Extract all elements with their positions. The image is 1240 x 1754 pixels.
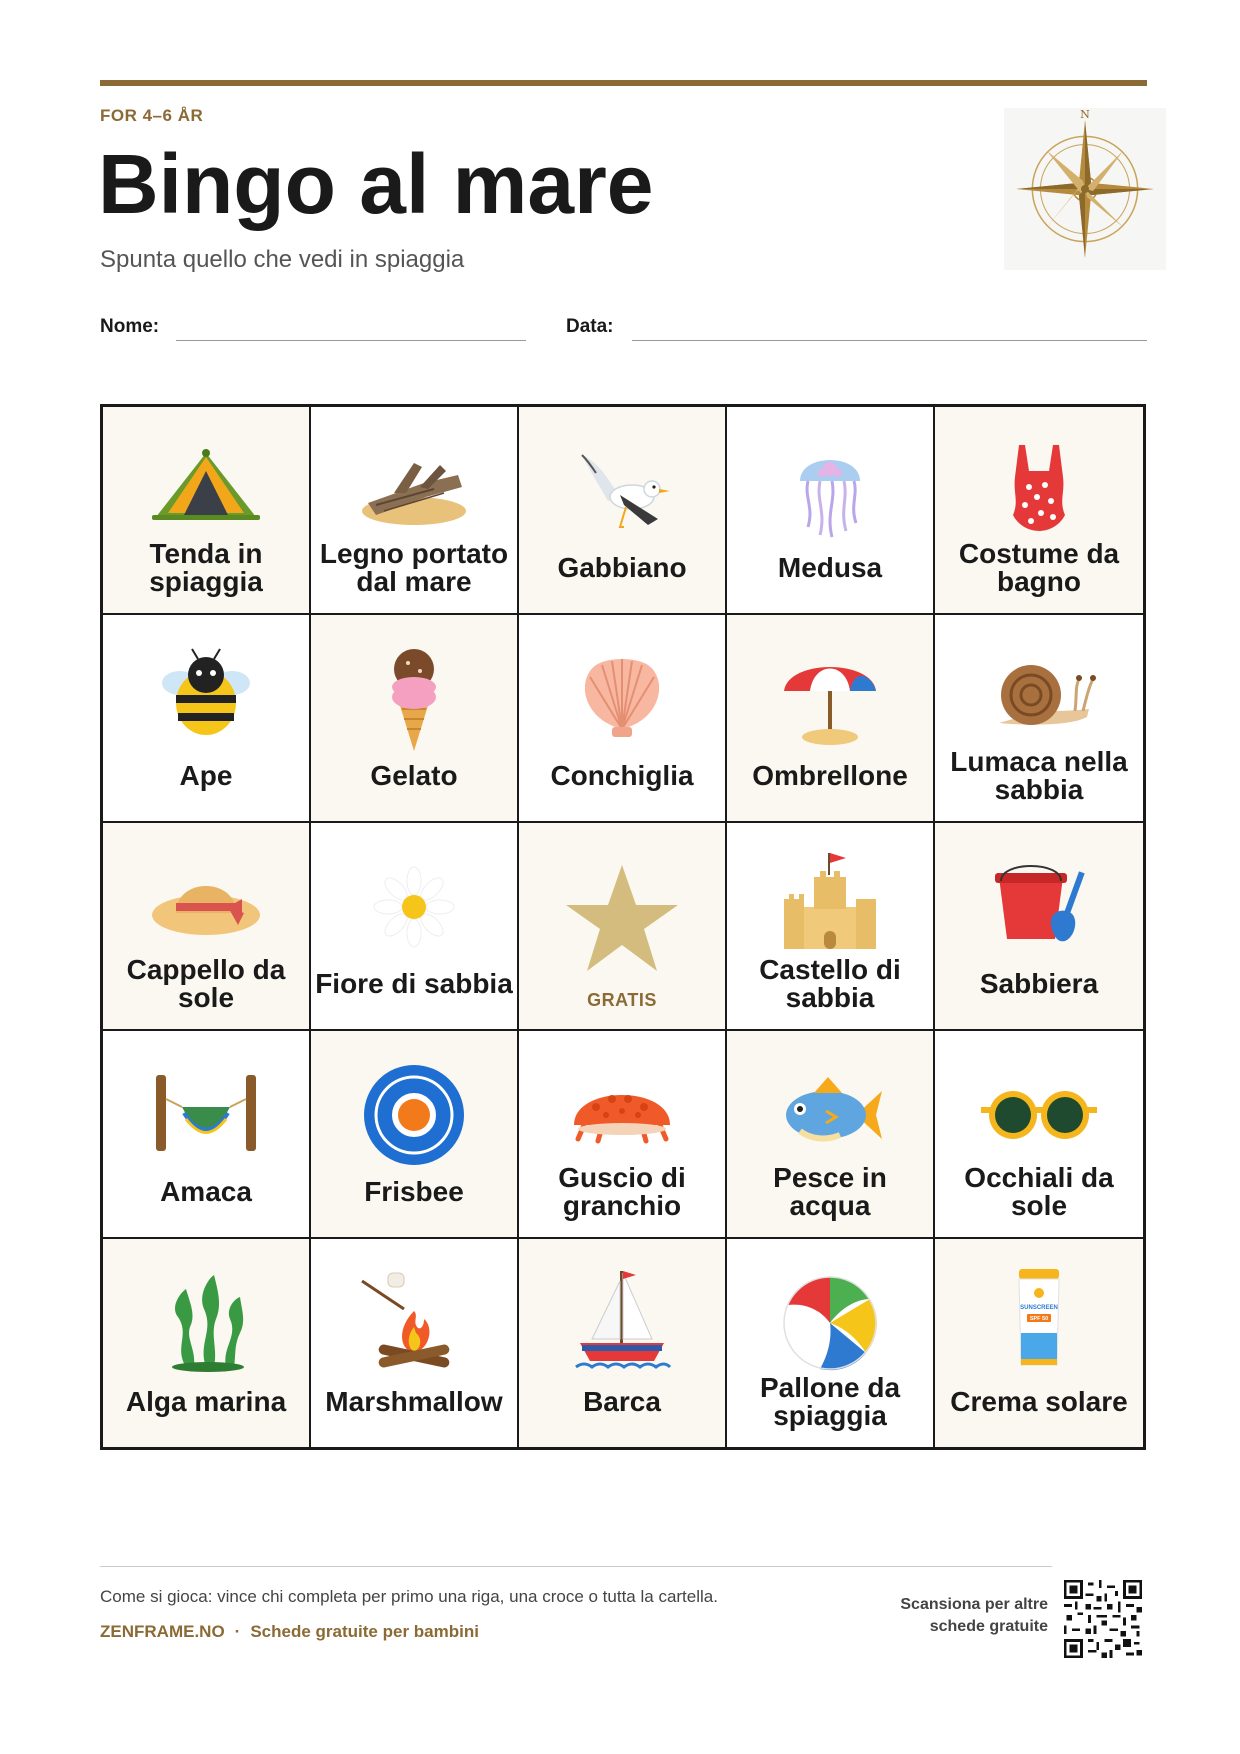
bingo-cell[interactable] [727,823,935,1031]
bingo-cell[interactable] [935,823,1143,1031]
bingo-cell[interactable] [519,1031,727,1239]
bingo-cell[interactable] [311,823,519,1031]
cell-label: Gabbiano [557,552,687,583]
bingo-cell[interactable] [519,615,727,823]
bingo-cell[interactable] [935,1239,1143,1447]
bingo-cell[interactable] [727,1031,935,1239]
sunscreen-brand: SUNSCREEN [1020,1305,1058,1311]
sunscreen-spf: SPF 50 [1029,1316,1049,1322]
bingo-cell[interactable] [103,1239,311,1447]
cell-label: Sabbiera [979,968,1099,999]
free-cell[interactable] [519,823,727,1031]
cell-label: Barca [583,1386,661,1417]
star-icon [562,859,682,979]
age-label: FOR 4–6 ÅR [100,106,204,125]
bingo-cell[interactable] [103,1031,311,1239]
cell-label: Frisbee [364,1176,464,1207]
date-line[interactable] [632,340,1147,341]
bingo-cell[interactable] [519,1239,727,1447]
cell-label: Costume da bagno [958,538,1120,597]
bingo-cell[interactable] [311,1031,519,1239]
bingo-cell[interactable] [935,615,1143,823]
qr-code-icon[interactable] [1064,1580,1142,1658]
page-title: Bingo al mare [98,137,654,231]
bingo-cell[interactable] [727,407,935,615]
cell-label: Crema solare [950,1386,1128,1417]
bingo-cell[interactable] [103,615,311,823]
cell-label: Ape [179,760,233,791]
cell-label: Lumaca nella sabbia [950,746,1128,805]
bingo-cell[interactable] [519,407,727,615]
cell-label: Cappello da sole [126,954,286,1013]
top-accent-rule [100,80,1147,86]
date-label: Data: [566,316,614,337]
bingo-cell[interactable] [311,615,519,823]
compass-icon [1004,108,1166,270]
bingo-cell[interactable] [103,407,311,615]
cell-label: Amaca [160,1176,252,1207]
brand-link[interactable]: ZENFRAME.NO [100,1622,225,1641]
bingo-cell[interactable] [935,407,1143,615]
cell-label: Castello di sabbia [759,954,901,1013]
bingo-cell[interactable] [311,1239,519,1447]
cell-label: Guscio di granchio [558,1162,686,1221]
bingo-cell[interactable] [311,407,519,615]
footer-divider [100,1566,1052,1567]
cell-label: Gelato [370,760,458,791]
bingo-cell[interactable] [103,823,311,1031]
compass-north-letter: N [1080,108,1090,122]
cell-label: Tenda in spiaggia [149,538,263,597]
brand-line [100,1622,479,1642]
cell-label: Marshmallow [325,1386,503,1417]
page-subtitle: Spunta quello che vedi in spiaggia [100,246,465,273]
cell-label: Pesce in acqua [773,1162,887,1221]
cell-label: Fiore di sabbia [315,968,513,999]
bingo-grid [100,404,1146,1450]
brand-separator: · [234,1622,241,1641]
cell-label: Conchiglia [550,760,694,791]
bingo-cell[interactable] [727,615,935,823]
how-to-play: Come si gioca: vince chi completa per primo una riga, una croce o tutta la cartella. [100,1587,718,1606]
cell-label: Legno portato dal mare [319,538,509,597]
bingo-cell[interactable] [727,1239,935,1447]
cell-label: Medusa [777,552,883,583]
brand-tagline: Schede gratuite per bambini [250,1622,479,1641]
bingo-cell[interactable] [935,1031,1143,1239]
cell-label: Pallone da spiaggia [759,1372,901,1431]
free-label: GRATIS [587,990,657,1010]
name-label: Nome: [100,316,160,337]
cell-label: Alga marina [125,1386,287,1417]
scan-text: Scansiona per altre schede gratuite [900,1596,1048,1636]
cell-label: Occhiali da sole [964,1162,1114,1221]
name-line[interactable] [176,340,526,341]
cell-label: Ombrellone [752,760,908,791]
